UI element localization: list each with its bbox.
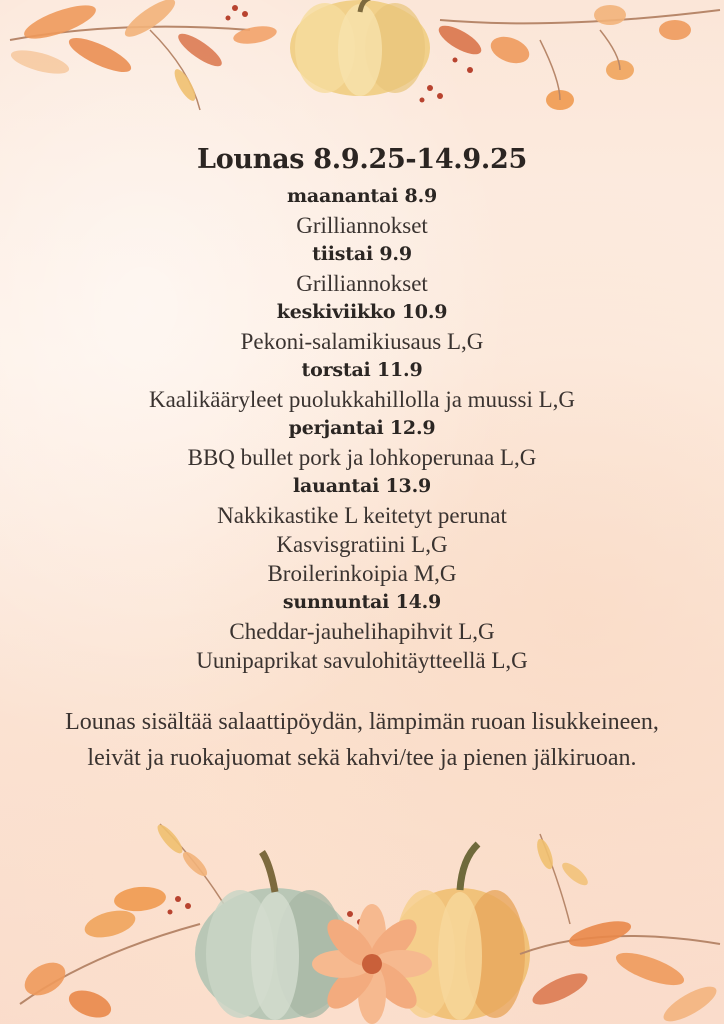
day-block-monday (0, 182, 724, 240)
day-heading: torstai 11.9 (301, 359, 423, 381)
day-heading: keskiviikko 10.9 (276, 301, 448, 323)
orange-pumpkin (390, 844, 530, 1020)
dish-item: BBQ bullet pork ja lohkoperunaa L,G (187, 445, 537, 470)
day-block-sunday (0, 588, 724, 675)
top-pumpkin (290, 0, 430, 96)
lunch-menu (0, 138, 724, 675)
bottom-autumn-decoration (0, 804, 724, 1024)
day-block-saturday (0, 472, 724, 588)
top-berries (226, 5, 474, 103)
day-block-tuesday (0, 240, 724, 298)
dish-item: Kaalikääryleet puolukkahillolla ja muussi L,G (148, 387, 576, 412)
day-block-thursday (0, 356, 724, 414)
dish-item: Kasvisgratiini L,G (276, 532, 448, 557)
top-right-branch (435, 5, 720, 110)
dish-item: Grilliannokset (296, 271, 428, 296)
top-left-branch (9, 0, 278, 110)
bottom-berries (168, 896, 524, 979)
dish-item: Grilliannokset (296, 213, 428, 238)
dish-item: Cheddar-jauhelihapihvit L,G (229, 619, 495, 644)
dish-item: Pekoni-salamikiusaus L,G (240, 329, 484, 354)
day-heading: lauantai 13.9 (292, 475, 432, 497)
peach-flower (312, 904, 432, 1024)
lunch-includes-note: Lounas sisältää salaattipöydän, lämpimän ruoan lisukkeineen, leivät ja ruokajuomat sekä kahvi/tee ja pienen jälkiruoan. (65, 709, 659, 771)
day-block-friday (0, 414, 724, 472)
dish-item: Nakkikastike L keitetyt perunat (217, 503, 507, 528)
day-heading: perjantai 12.9 (288, 417, 436, 439)
dish-item: Broilerinkoipia M,G (267, 561, 457, 586)
day-heading: tiistai 9.9 (312, 243, 412, 265)
day-heading: maanantai 8.9 (286, 185, 438, 207)
sage-pumpkin (195, 852, 355, 1020)
dish-item: Uunipaprikat savulohitäytteellä L,G (196, 648, 528, 673)
menu-title: Lounas 8.9.25-14.9.25 (197, 144, 527, 175)
day-block-wednesday (0, 298, 724, 356)
bottom-left-branch (19, 821, 230, 1022)
top-autumn-decoration (0, 0, 724, 130)
bottom-right-branch (520, 834, 721, 1024)
day-heading: sunnuntai 14.9 (282, 591, 442, 613)
